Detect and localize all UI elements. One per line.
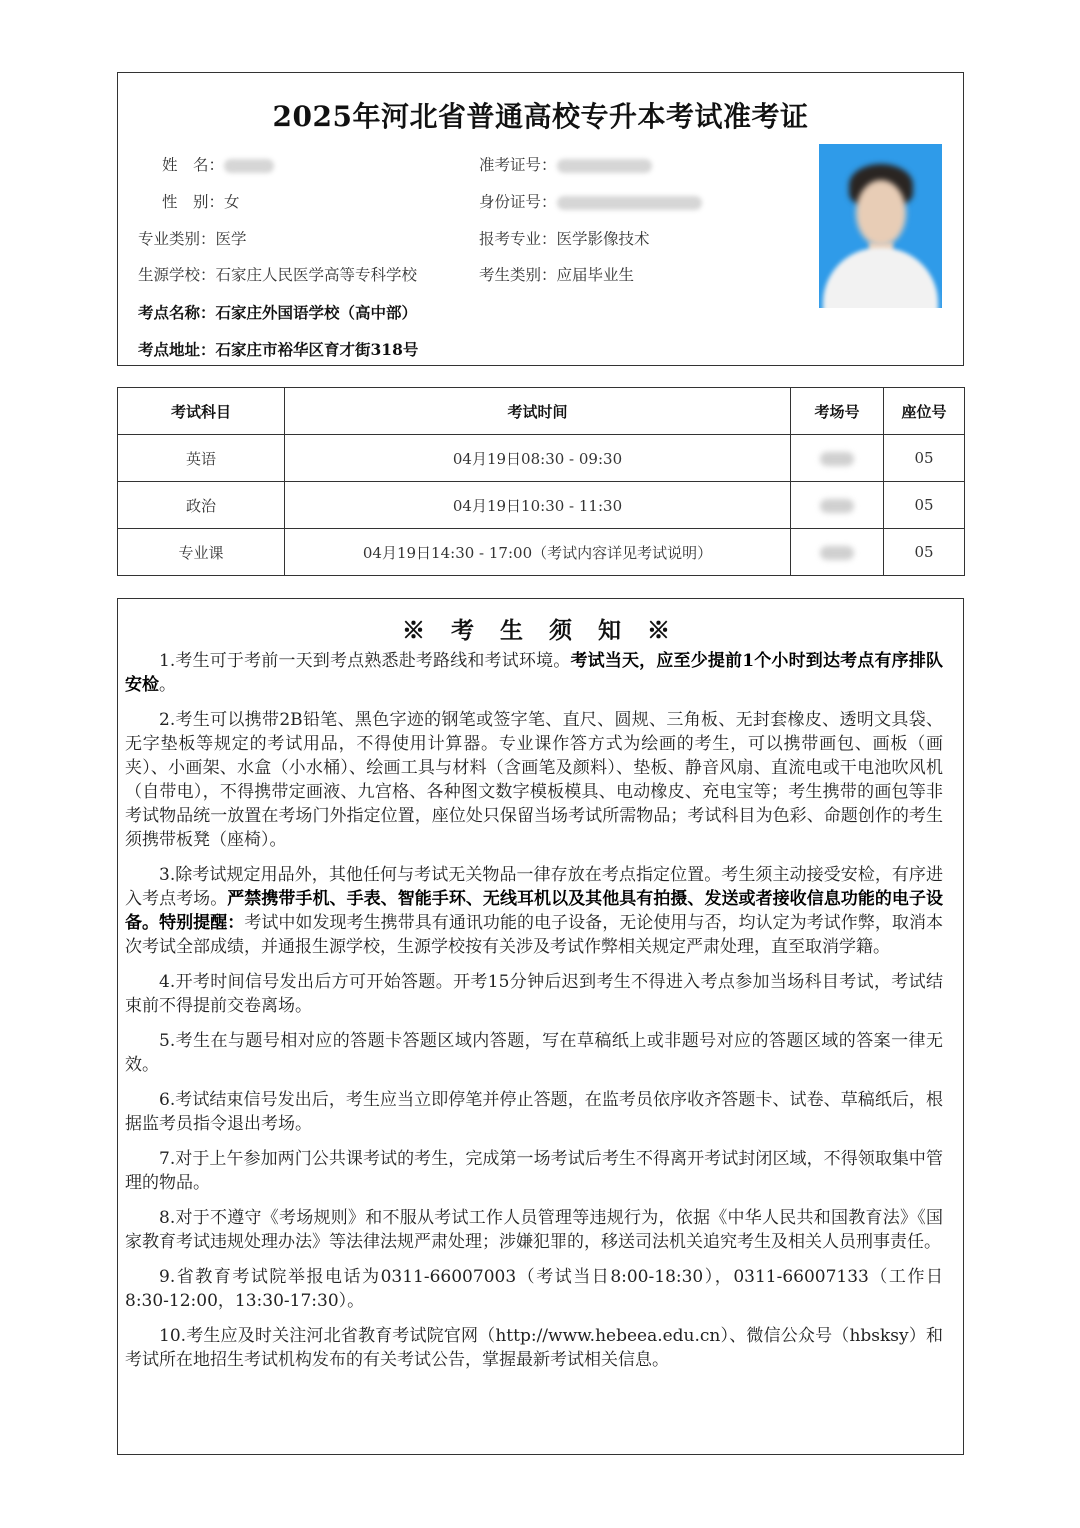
major-category-value: 医学 bbox=[215, 230, 247, 248]
exam-schedule-table bbox=[117, 387, 965, 576]
major-category-field bbox=[138, 227, 247, 249]
name-label: 姓 名： bbox=[162, 156, 225, 174]
notice-item bbox=[125, 1324, 943, 1372]
site-name-value: 石家庄外国语学校（高中部） bbox=[215, 303, 418, 322]
id-number-field bbox=[479, 190, 702, 212]
candidate-photo bbox=[819, 144, 942, 308]
id-number-label: 身份证号： bbox=[479, 193, 557, 211]
site-address-value: 石家庄市裕华区育才街318号 bbox=[215, 340, 419, 359]
notice-item bbox=[125, 1206, 943, 1254]
id-number-redacted bbox=[557, 196, 702, 210]
time-cell: 04月19日08:30 - 09:30 bbox=[285, 435, 791, 482]
source-school-field bbox=[138, 263, 417, 285]
notice-list bbox=[125, 649, 943, 1383]
page-title: 2025年河北省普通高校专升本考试准考证 bbox=[272, 100, 809, 133]
notice-text: 10.考生应及时关注河北省教育考试院官网（http://www.hebeea.edu.cn）、微信公众号（hbsksy）和考试所在地招生考试机构发布的有关考试公告，掌握最新考试相关信息。 bbox=[125, 1326, 943, 1370]
candidate-type-value: 应届毕业生 bbox=[556, 266, 635, 284]
notice-emphasis: 考试当天，应至少提前1个小时到达考点有序排队安检 bbox=[125, 651, 944, 695]
notice-text: 8.对于不遵守《考场规则》和不服从考试工作人员管理等违规行为，依据《中华人民共和国教育法》《国家教育考试违规处理办法》等法律法规严肃处理；涉嫌犯罪的，移送司法机关追究考生及相关人员刑事责任。 bbox=[125, 1208, 943, 1252]
name-redacted bbox=[224, 159, 274, 173]
admission-number-redacted bbox=[557, 159, 652, 173]
room-cell bbox=[791, 435, 884, 482]
notice-item bbox=[125, 1088, 943, 1136]
notice-item bbox=[125, 863, 943, 959]
table-row bbox=[118, 435, 965, 482]
applied-major-field bbox=[479, 227, 650, 249]
time-cell: 04月19日14:30 - 17:00（考试内容详见考试说明） bbox=[285, 529, 791, 576]
notice-text: 3.除考试规定用品外，其他任何与考试无关物品一律存放在考点指定位置。考生须主动接受安检，有序进入考点考场。 bbox=[125, 865, 943, 909]
table-row bbox=[118, 482, 965, 529]
notice-text: 5.考生在与题号相对应的答题卡答题区域内答题，写在草稿纸上或非题号对应的答题区域的答案一律无效。 bbox=[125, 1031, 943, 1075]
applied-major-label: 报考专业： bbox=[479, 230, 557, 248]
notice-item bbox=[125, 708, 943, 852]
notice-item bbox=[125, 1147, 943, 1195]
room-redacted bbox=[820, 452, 854, 466]
notice-text: 4.开考时间信号发出后方可开始答题。开考15分钟后迟到考生不得进入考点参加当场科目考试，考试结束前不得提前交卷离场。 bbox=[125, 972, 943, 1016]
notice-emphasis: 严禁携带手机、手表、智能手环、无线耳机以及其他具有拍摄、发送或者接收信息功能的电子设备。特别提醒： bbox=[125, 889, 944, 933]
seat-cell: 05 bbox=[884, 435, 965, 482]
candidate-type-field bbox=[479, 263, 634, 285]
notice-text: 。 bbox=[159, 675, 176, 695]
header-room: 考场号 bbox=[791, 388, 884, 435]
candidate-type-label: 考生类别： bbox=[479, 266, 557, 284]
notice-text: 9.省教育考试院举报电话为0311-66007003（考试当日8:00-18:30），0311-66007133（工作日8:30-12:00，13:30-17:30）。 bbox=[125, 1267, 943, 1311]
major-category-label: 专业类别： bbox=[138, 230, 216, 248]
site-name-label: 考点名称： bbox=[138, 303, 216, 322]
source-school-label: 生源学校： bbox=[138, 266, 216, 284]
table-header-row bbox=[118, 388, 965, 435]
site-address-label: 考点地址： bbox=[138, 340, 216, 359]
notice-item bbox=[125, 1265, 943, 1313]
subject-cell: 政治 bbox=[118, 482, 285, 529]
name-field bbox=[162, 153, 274, 175]
notice-text: 7.对于上午参加两门公共课考试的考生，完成第一场考试后考生不得离开考试封闭区域，不得领取集中管理的物品。 bbox=[125, 1149, 943, 1193]
seat-cell: 05 bbox=[884, 529, 965, 576]
header-time: 考试时间 bbox=[285, 388, 791, 435]
room-redacted bbox=[820, 546, 854, 560]
gender-label: 性 别： bbox=[162, 193, 225, 211]
seat-cell: 05 bbox=[884, 482, 965, 529]
source-school-value: 石家庄人民医学高等专科学校 bbox=[215, 266, 418, 284]
notice-title: ※ 考 生 须 知 ※ bbox=[401, 617, 680, 644]
notice-item bbox=[125, 970, 943, 1018]
site-address-field bbox=[138, 338, 418, 360]
room-cell bbox=[791, 482, 884, 529]
notice-text: 1.考生可于考前一天到考点熟悉赴考路线和考试环境。 bbox=[159, 651, 571, 671]
site-name-field bbox=[138, 301, 417, 323]
notice-text: 2.考生可以携带2B铅笔、黑色字迹的钢笔或签字笔、直尺、圆规、三角板、无封套橡皮、透明文具袋、无字垫板等规定的考试用品，不得使用计算器。专业课作答方式为绘画的考生，可以携带画包、画板（画夹）、小画架、水盒（小水桶）、绘画工具与材料（含画笔及颜料）、垫板、静音风扇、直流电或干电池吹风机（自带电），不得携带定画液、九宫格、各种图文数字模板模具、电动橡皮、充电宝等；考生携带的画包等非考试物品统一放置在考场门外指定位置，座位处只保留当场考试所需物品；考试科目为色彩、命题创作的考生须携带板凳（座椅）。 bbox=[125, 710, 943, 850]
subject-cell: 专业课 bbox=[118, 529, 285, 576]
notice-text: 考试中如发现考生携带具有通讯功能的电子设备，无论使用与否，均认定为考试作弊，取消本次考试全部成绩，并通报生源学校，生源学校按有关涉及考试作弊相关规定严肃处理，直至取消学籍。 bbox=[125, 913, 944, 957]
header-subject: 考试科目 bbox=[118, 388, 285, 435]
header-seat: 座位号 bbox=[884, 388, 965, 435]
table-row bbox=[118, 529, 965, 576]
notice-item bbox=[125, 1029, 943, 1077]
admission-card-header bbox=[117, 72, 964, 366]
gender-field bbox=[162, 190, 240, 212]
time-cell: 04月19日10:30 - 11:30 bbox=[285, 482, 791, 529]
applied-major-value: 医学影像技术 bbox=[556, 230, 650, 248]
admission-number-label: 准考证号： bbox=[479, 156, 557, 174]
subject-cell: 英语 bbox=[118, 435, 285, 482]
notice-text: 6.考试结束信号发出后，考生应当立即停笔并停止答题，在监考员依序收齐答题卡、试卷、草稿纸后，根据监考员指令退出考场。 bbox=[125, 1090, 943, 1134]
room-cell bbox=[791, 529, 884, 576]
gender-value: 女 bbox=[224, 193, 240, 211]
candidate-notice bbox=[117, 598, 964, 1455]
notice-item bbox=[125, 649, 943, 697]
room-redacted bbox=[820, 499, 854, 513]
admission-number-field bbox=[479, 153, 652, 175]
